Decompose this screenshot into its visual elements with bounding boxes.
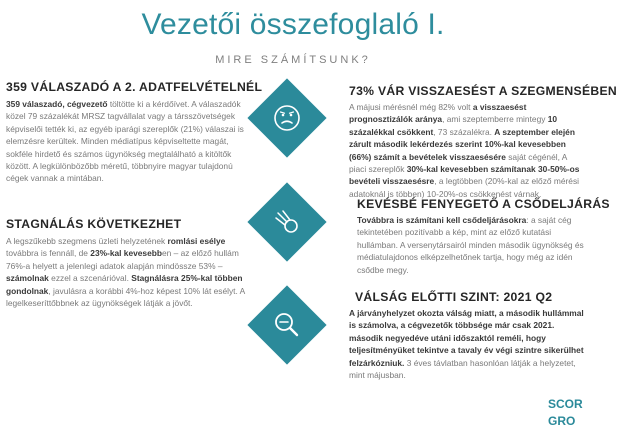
text-bold: 30%-kal kevesebben számítanak 30-50%-os bevételi visszaesésre	[349, 164, 580, 187]
section-text-stagnation	[6, 235, 246, 309]
section-text-bankruptcy	[357, 214, 585, 276]
section-text-decline	[349, 101, 585, 199]
text-bold: számolnak	[6, 273, 49, 284]
text-span: A májusi mérésnél még 82% volt	[349, 102, 473, 112]
logo-line-2: GRO	[548, 414, 576, 428]
magnifier-icon	[270, 308, 304, 342]
section-text-respondents	[6, 98, 246, 185]
text-span: 3 éves távlatban hasonlóan látják a helyzetet, mint májusban.	[349, 357, 576, 381]
text-bold: 10 százalékkal csökkent	[349, 114, 558, 137]
page-subtitle: MIRE SZÁMÍTSUNK?	[215, 54, 371, 66]
text-bold: 359 válaszadó, cégvezető	[6, 99, 108, 109]
text-span: A legszűkebb szegmens üzleti helyzetének	[6, 236, 168, 246]
text-span: : a saját cég tekintetében pozitívabb a kép, mint az előző kutatási hullámban. A versenytársairól minden második ügynökség és médiatulajdonos elképzelhetőnek tartja, hogy még az idén csődbe megy.	[357, 215, 584, 275]
sad-face-icon	[270, 101, 304, 135]
text-span: , 73 százalékra.	[433, 126, 495, 137]
text-span: töltötte ki a kérdőívet. A válaszadók közel 79 százalékát MRSZ tagvállalat vagy a társszövetségek képviselői tették ki, az egyéb iparági szereplők (21%) válaszai is elemzésre kerültek. Minden médiatípus képviseltette magát, sokféle hirdető és számos ügynökség megtalálható a kitöltők között. A legkülönbözőbb méretű, többnyire magyar tulajdonú cégek vannak a mintában.	[6, 99, 244, 184]
company-logo	[548, 396, 586, 436]
text-span: en – az előző hullám 76%-a helyett a jelenlegi adatok alapján mindössze 53% –	[6, 248, 239, 271]
text-span: , javulásra a korábbi 4%-hoz képest 10% lát esélyt. A legelkeseríttőbbnek az ügynökségek látják a jövőt.	[6, 285, 245, 309]
section-text-precrisis	[349, 307, 585, 381]
logo-line-1: SCOR	[548, 397, 583, 411]
text-span: , ami szeptemberre mintegy	[442, 114, 548, 125]
text-bold: a visszaesést prognosztizálók aránya	[349, 102, 527, 125]
text-bold: A szeptember elején zárult második lekérdezés szerint 10%-kal kevesebben (66%) számít a bevételek visszaesésére	[349, 126, 575, 162]
text-bold: 23%-kal kevesebb	[90, 248, 162, 259]
text-bold: Stagnálásra 25%-kal többen gondolnak	[6, 273, 243, 296]
section-heading-stagnation: STAGNÁLÁS KÖVETKEZHET	[6, 217, 182, 231]
text-span: saját cégénél, A piaci szereplők	[349, 151, 567, 175]
text-span: , a legtöbben (20%-kal az előző mérési adatoknál is többen) 10-20%-os csökkenést várnak.	[349, 176, 579, 199]
text-span: továbbra is fennáll, de	[6, 248, 91, 259]
section-heading-precrisis: VÁLSÁG ELŐTTI SZINT: 2021 Q2	[355, 290, 553, 304]
text-span: ezzel a szcenárióval.	[48, 273, 132, 284]
comet-icon	[270, 205, 304, 239]
text-bold: A járványhelyzet okozta válság miatt, a második hullámmal is számolva, a cégvezetők többsége már csak 2021. második negyedéve utáni időszaktól reméli, hogy teljesítményüket tekintve a tavaly év végi szintre sikerülhet felzárkózniuk.	[349, 308, 584, 368]
section-heading-respondents: 359 VÁLASZADÓ A 2. ADATFELVÉTELNÉL	[6, 80, 263, 94]
section-heading-decline: 73% VÁR VISSZAESÉST A SZEGMENSÉBEN	[349, 84, 617, 98]
text-bold: romlási esélye	[167, 236, 226, 246]
text-bold: Továbbra is számítani kell csődeljárásokra	[357, 215, 527, 225]
page-title: Vezetői összefoglaló I.	[141, 8, 445, 41]
section-heading-bankruptcy: KEVÉSBÉ FENYEGETŐ A CSŐDELJÁRÁS	[357, 197, 610, 211]
